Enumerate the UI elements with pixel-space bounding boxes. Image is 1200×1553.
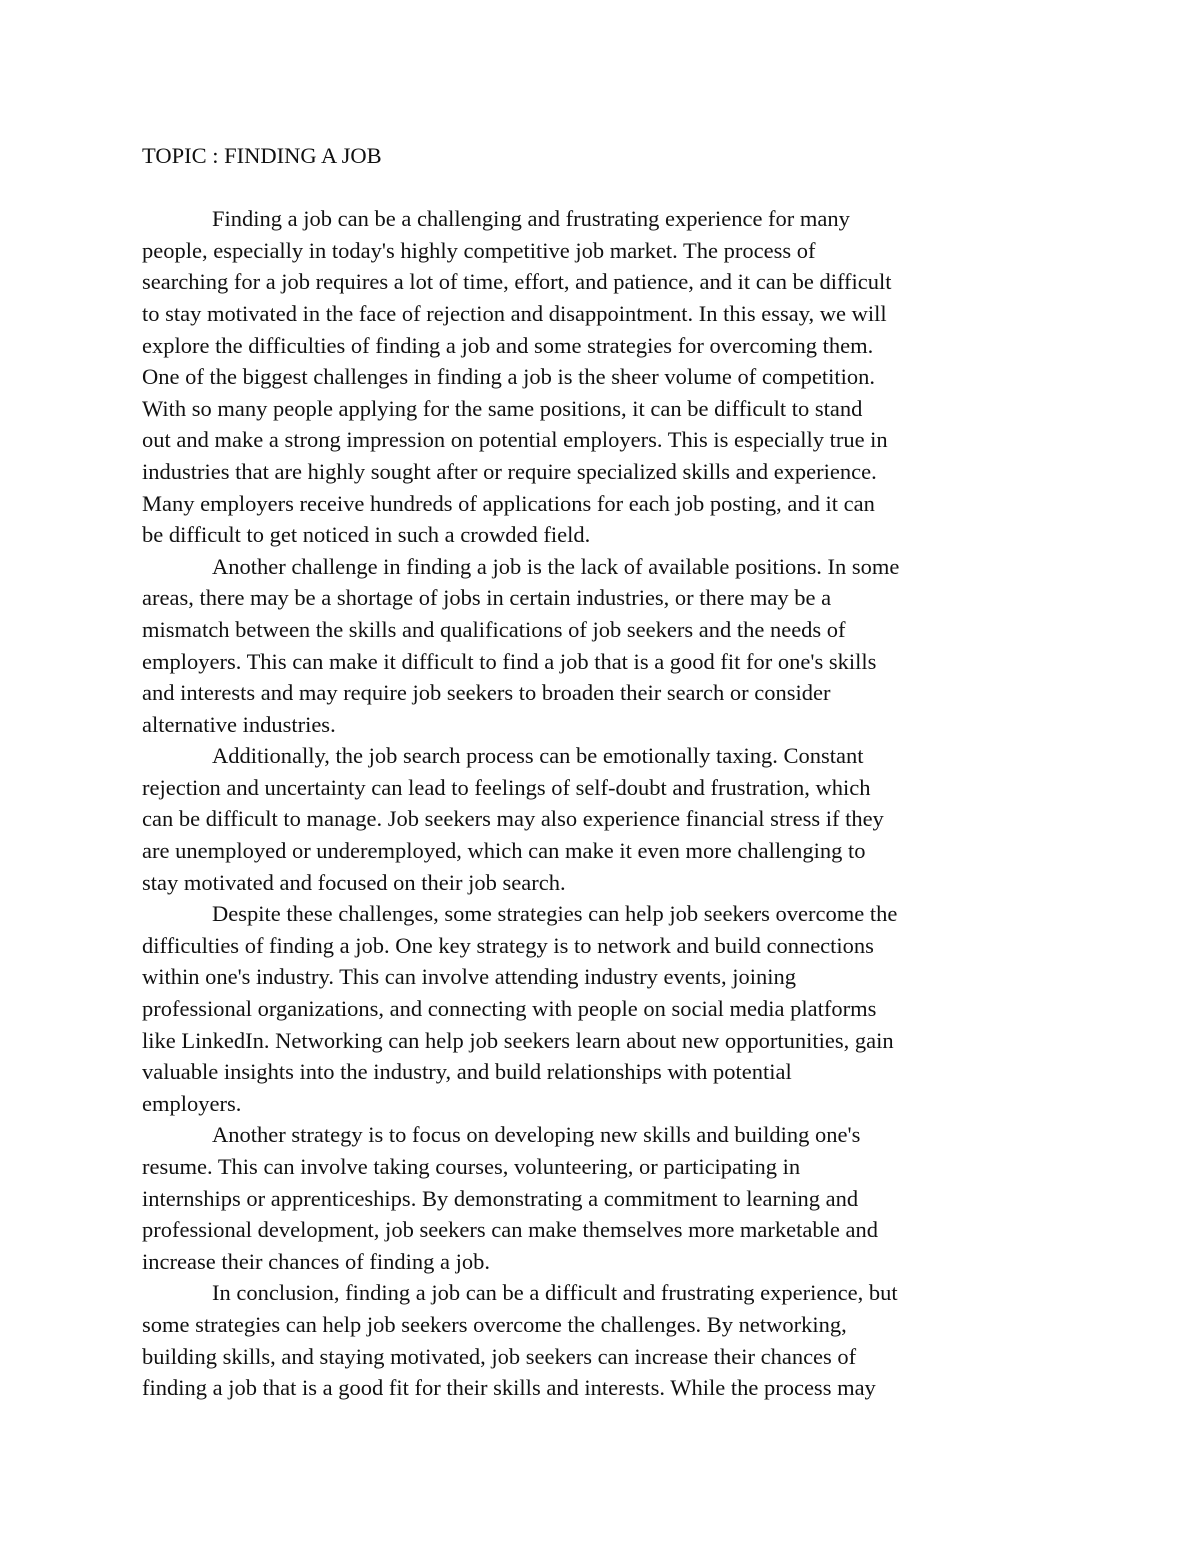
document-title: TOPIC : FINDING A JOB [142,143,382,168]
essay-line: alternative industries. [142,711,336,737]
essay-line: finding a job that is a good fit for their skills and interests. While the process may [142,1375,876,1401]
essay-line: increase their chances of finding a job. [142,1248,490,1274]
essay-line: mismatch between the skills and qualifications of job seekers and the needs of [142,616,846,642]
paragraph-first-line: Additionally, the job search process can be emotionally taxing. Constant [212,743,864,769]
essay-line: out and make a strong impression on potential employers. This is especially true in [142,427,888,453]
essay-line: difficulties of finding a job. One key strategy is to network and build connections [142,932,874,958]
essay-line: are unemployed or underemployed, which can make it even more challenging to [142,838,866,864]
essay-line: Many employers receive hundreds of applications for each job posting, and it can [142,490,875,516]
essay-line: One of the biggest challenges in finding a job is the sheer volume of competition. [142,364,875,390]
essay-line: internships or apprenticeships. By demonstrating a commitment to learning and [142,1185,859,1211]
essay-line: within one's industry. This can involve attending industry events, joining [142,964,796,990]
essay-line: industries that are highly sought after or require specialized skills and experience. [142,458,877,484]
essay-line: professional development, job seekers can make themselves more marketable and [142,1217,878,1243]
essay-line: searching for a job requires a lot of time, effort, and patience, and it can be difficult [142,269,892,295]
paragraph-first-line: Finding a job can be a challenging and frustrating experience for many [212,206,850,232]
essay-line: valuable insights into the industry, and build relationships with potential [142,1059,792,1085]
essay-line: professional organizations, and connecting with people on social media platforms [142,996,877,1022]
essay-line: employers. This can make it difficult to find a job that is a good fit for one's skills [142,648,877,674]
essay-line: building skills, and staying motivated, job seekers can increase their chances of [142,1343,857,1369]
paragraph-first-line: Another challenge in finding a job is the lack of available positions. In some [212,553,900,579]
document-page [142,140,1072,1404]
essay-line: can be difficult to manage. Job seekers may also experience financial stress if they [142,806,884,832]
essay-line: resume. This can involve taking courses, volunteering, or participating in [142,1154,801,1179]
essay-line: be difficult to get noticed in such a crowded field. [142,522,591,548]
essay-line: explore the difficulties of finding a job and some strategies for overcoming them. [142,332,874,358]
essay-line: some strategies can help job seekers overcome the challenges. By networking, [142,1311,847,1337]
essay-line: rejection and uncertainty can lead to feelings of self-doubt and frustration, which [142,774,871,800]
paragraph-first-line: Despite these challenges, some strategies can help job seekers overcome the [212,901,898,927]
paragraph-first-line: Another strategy is to focus on developing new skills and building one's [212,1122,861,1148]
essay-line: areas, there may be a shortage of jobs in certain industries, or there may be a [142,585,832,611]
essay-line: stay motivated and focused on their job search. [142,869,566,895]
essay-line: and interests and may require job seekers to broaden their search or consider [142,680,831,706]
essay-line: people, especially in today's highly competitive job market. The process of [142,237,816,263]
essay-line: With so many people applying for the same positions, it can be difficult to stand [142,395,863,421]
essay-line: employers. [142,1090,242,1116]
paragraph-first-line: In conclusion, finding a job can be a difficult and frustrating experience, but [212,1280,898,1306]
essay-line: like LinkedIn. Networking can help job seekers learn about new opportunities, gain [142,1027,894,1053]
essay-body [142,203,1072,1404]
essay-line: to stay motivated in the face of rejection and disappointment. In this essay, we will [142,300,887,326]
